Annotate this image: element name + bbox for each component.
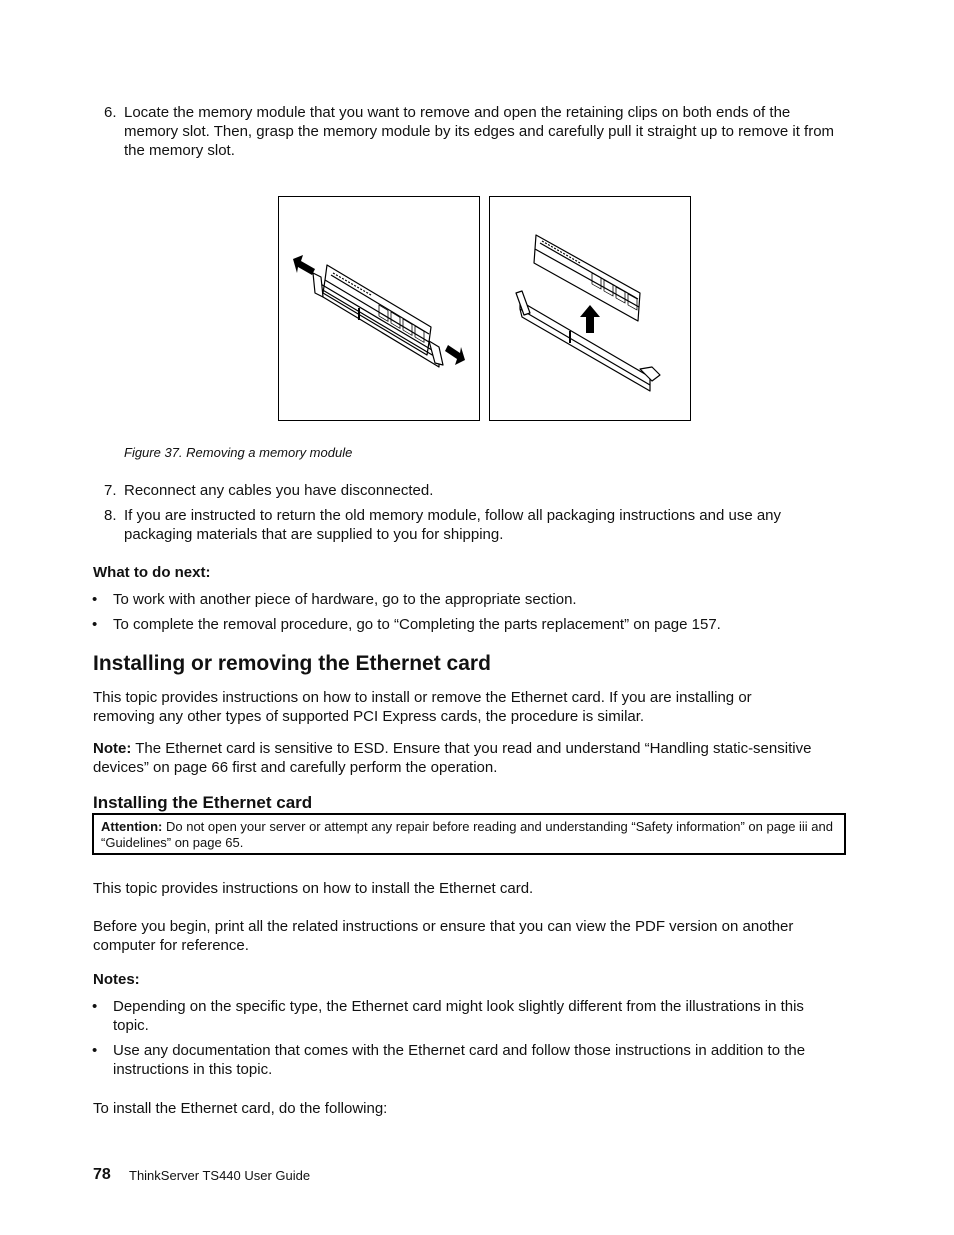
note-text: The Ethernet card is sensitive to ESD. Ensure that you read and understand “Handling static-sensitive devices” on page 66 first and carefully perform the operation. xyxy=(93,740,812,776)
list-item: To complete the removal procedure, go to “Completing the parts replacement” on page 157. xyxy=(113,616,721,633)
what-next-heading: What to do next: xyxy=(93,564,211,581)
step-text: Reconnect any cables you have disconnected. xyxy=(124,482,434,499)
step-number: 7. xyxy=(104,482,117,499)
bullet-icon: • xyxy=(92,1042,98,1059)
section-intro: This topic provides instructions on how to install or remove the Ethernet card. If you are installing or removing any other types of supported PCI Express cards, the procedure is similar. xyxy=(93,689,752,725)
note-label: Note: xyxy=(93,740,132,757)
figure-panel-pull-module xyxy=(489,196,691,421)
step-number: 8. xyxy=(104,507,117,524)
memory-module-clips-illustration xyxy=(279,197,479,420)
attention-text: Do not open your server or attempt any repair before reading and understanding “Safety information” on page iii and “Guidelines” on page 65. xyxy=(101,819,833,850)
step-text: If you are instructed to return the old memory module, follow all packaging instructions and use any packaging materials that are supplied to you for shipping. xyxy=(124,507,782,543)
step-number: 6. xyxy=(104,104,117,121)
step-text: Locate the memory module that you want to remove and open the retaining clips on both ends of the memory slot. Then, grasp the memory module by its edges and carefully pull it straight up to remove it from the memory slot. xyxy=(124,104,835,159)
figure-panel-open-clips xyxy=(278,196,480,421)
lead-in-text: To install the Ethernet card, do the following: xyxy=(93,1100,388,1117)
bullet-icon: • xyxy=(92,616,98,633)
before-text: Before you begin, print all the related instructions or ensure that you can view the PDF version on another computer for reference. xyxy=(93,918,794,954)
figure-caption: Figure 37. Removing a memory module xyxy=(124,445,353,460)
page-number: 78 xyxy=(93,1166,111,1183)
bullet-icon: • xyxy=(92,998,98,1015)
subsection-title: Installing the Ethernet card xyxy=(93,793,313,812)
memory-module-removal-illustration xyxy=(490,197,690,420)
notes-heading: Notes: xyxy=(93,971,140,988)
list-item: Depending on the specific type, the Ethernet card might look slightly different from the illustrations in this topic. xyxy=(113,998,804,1034)
bullet-icon: • xyxy=(92,591,98,608)
section-title: Installing or removing the Ethernet card xyxy=(93,652,491,675)
topic-text: This topic provides instructions on how to install the Ethernet card. xyxy=(93,880,534,897)
list-item: To work with another piece of hardware, go to the appropriate section. xyxy=(113,591,577,608)
esd-note xyxy=(93,739,853,777)
footer-title: ThinkServer TS440 User Guide xyxy=(129,1168,311,1183)
attention-label: Attention: xyxy=(101,819,163,834)
attention-box xyxy=(92,813,846,855)
list-item: Use any documentation that comes with the Ethernet card and follow those instructions in addition to the instructions in this topic. xyxy=(113,1042,806,1078)
